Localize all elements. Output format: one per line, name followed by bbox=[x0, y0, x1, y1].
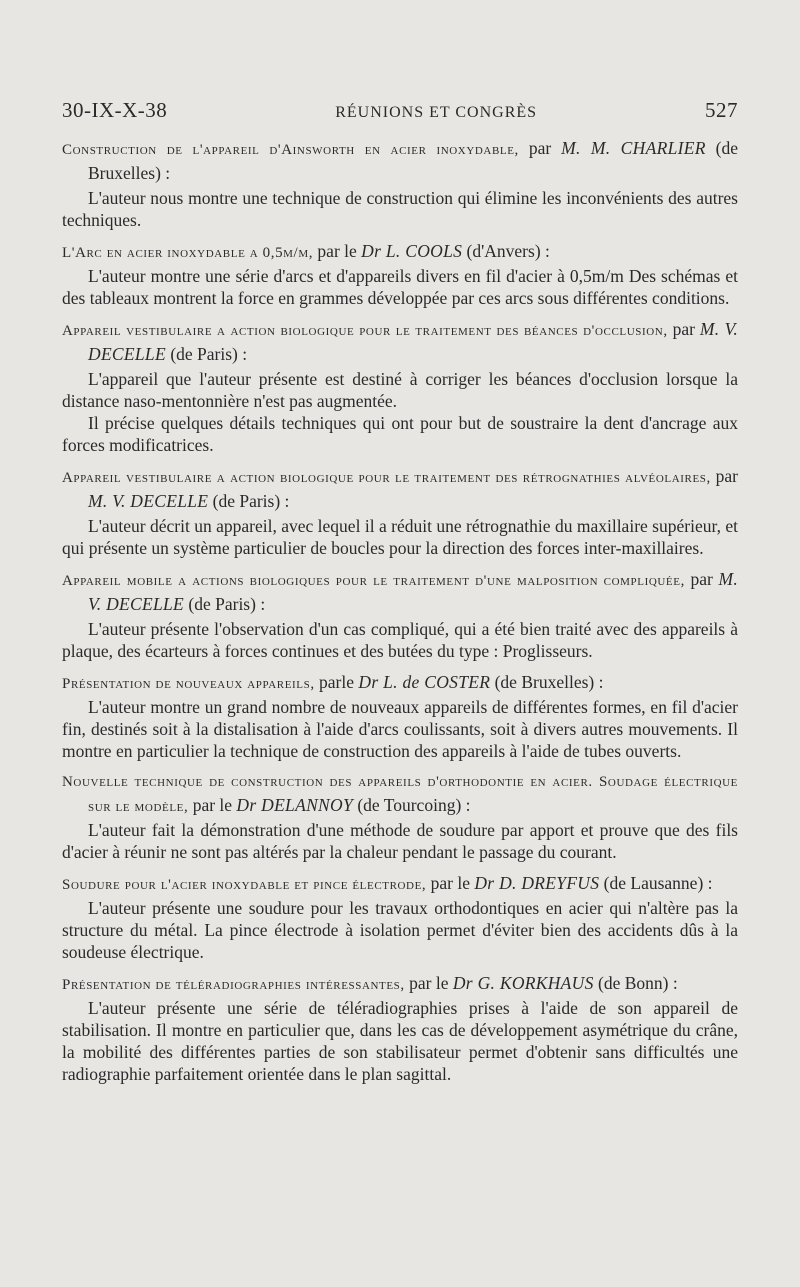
entry-title bbox=[62, 465, 738, 515]
entry-8 bbox=[62, 872, 738, 963]
entry-city: (de Bruxelles) : bbox=[88, 138, 738, 183]
entry-3 bbox=[62, 318, 738, 456]
entry-paragraph: L'auteur nous montre une technique de construction qui élimine les inconvénients des autres techniques. bbox=[62, 188, 738, 230]
running-head bbox=[62, 98, 738, 123]
entry-title bbox=[62, 771, 738, 819]
entry-city: (de Paris) : bbox=[212, 491, 290, 511]
entry-by: par le bbox=[430, 873, 470, 893]
entry-author: M. V. DECELLE bbox=[88, 491, 209, 511]
entry-title-text: L'Arc en acier inoxydable a 0,5m/m, bbox=[62, 245, 314, 261]
entry-paragraph: L'appareil que l'auteur présente est destiné à corriger les béances d'occlusion lorsque la distance naso-mentonnière n'est pas augmentée. bbox=[62, 369, 738, 411]
entry-title-text: Soudure pour l'acier inoxydable et pince électrode, bbox=[62, 877, 427, 893]
entry-title bbox=[62, 318, 738, 368]
entry-title bbox=[62, 972, 738, 997]
entry-paragraph: L'auteur décrit un appareil, avec lequel il a réduit une rétrognathie du maxillaire supérieur, et qui présente un système particulier de boucles pour la direction des forces inter-maxillaires. bbox=[62, 516, 738, 558]
entry-title-text: Appareil mobile a actions biologiques pour le traitement d'une malposition compliquée, bbox=[62, 573, 685, 589]
entry-title-text: Appareil vestibulaire a action biologique pour le traitement des béances d'occlusion, bbox=[62, 323, 668, 339]
entry-city: (d'Anvers) : bbox=[466, 241, 550, 261]
entry-author: Dr DELANNOY bbox=[236, 795, 353, 815]
entry-6 bbox=[62, 671, 738, 762]
entry-1 bbox=[62, 137, 738, 231]
entry-title bbox=[62, 568, 738, 618]
entry-9 bbox=[62, 972, 738, 1085]
entry-4 bbox=[62, 465, 738, 559]
entry-title-text: Construction de l'appareil d'Ainsworth en acier inoxydable, bbox=[62, 142, 519, 158]
entry-2 bbox=[62, 240, 738, 309]
section-title: RÉUNIONS ET CONGRÈS bbox=[335, 104, 538, 121]
entry-paragraph: Il précise quelques détails techniques qui ont pour but de soustraire la dent d'ancrage aux forces modificatrices. bbox=[62, 413, 738, 455]
entry-author: Dr D. DREYFUS bbox=[474, 873, 600, 893]
entry-city: (de Paris) : bbox=[170, 344, 248, 364]
entry-by: par bbox=[672, 319, 695, 339]
entry-title bbox=[62, 240, 738, 265]
entry-author: M. M. CHARLIER bbox=[561, 138, 706, 158]
entry-title-text: Présentation de nouveaux appareils, bbox=[62, 676, 315, 692]
entries-list bbox=[62, 137, 738, 1085]
entry-city: (de Tourcoing) : bbox=[357, 795, 471, 815]
entry-paragraph: L'auteur montre une série d'arcs et d'appareils divers en fil d'acier à 0,5m/m Des schémas et des tableaux montrent la force en grammes développée par ces arcs sous différentes conditions. bbox=[62, 266, 738, 308]
entry-by: par le bbox=[192, 795, 233, 815]
entry-title bbox=[62, 872, 738, 897]
entry-by: par bbox=[715, 466, 738, 486]
entry-7 bbox=[62, 771, 738, 863]
entry-paragraph: L'auteur montre un grand nombre de nouveaux appareils de différentes formes, en fil d'acier fin, destinés soit à la distalisation à l'aide d'arcs coulissants, soit à divers autres mouvements. Il montre en particulier la technique de construction des appareils à l'aide de tubes ouverts. bbox=[62, 697, 738, 761]
entry-city: (de Paris) : bbox=[188, 594, 266, 614]
entry-city: (de Bonn) : bbox=[598, 973, 678, 993]
entry-city: (de Bruxelles) : bbox=[494, 672, 604, 692]
entry-title bbox=[62, 137, 738, 187]
entry-author: Dr L. COOLS bbox=[361, 241, 463, 261]
entry-paragraph: L'auteur présente une soudure pour les travaux orthodontiques en acier qui n'altère pas la structure du métal. La pince électrode à isolation permet d'éviter bien des accidents dûs à la soudeuse électrique. bbox=[62, 898, 738, 962]
entry-title-text: Présentation de téléradiographies intéressantes, bbox=[62, 977, 405, 993]
entry-author: Dr L. de COSTER bbox=[358, 672, 491, 692]
entry-by: parle bbox=[319, 672, 355, 692]
issue-date: 30-IX-X-38 bbox=[62, 98, 168, 122]
entry-by: par le bbox=[409, 973, 449, 993]
entry-by: par bbox=[690, 569, 713, 589]
entry-title-text: Nouvelle technique de construction des appareils d'orthodontie en acier. Soudage électrique sur le modèle, bbox=[62, 774, 738, 815]
entry-paragraph: L'auteur présente une série de téléradiographies prises à l'aide de son appareil de stabilisation. Il montre en particulier que, dans les cas de développement asymétrique du crâne, la mobilité des différentes parties de son stabilisateur permet d'obtenir sans difficultés une radiographie parfaitement orientée dans le plan sagittal. bbox=[62, 998, 738, 1084]
entry-5 bbox=[62, 568, 738, 662]
entry-title bbox=[62, 671, 738, 696]
entry-by: par le bbox=[317, 241, 357, 261]
entry-city: (de Lausanne) : bbox=[603, 873, 713, 893]
entry-paragraph: L'auteur présente l'observation d'un cas compliqué, qui a été bien traité avec des appareils à plaque, des écarteurs à forces continues et des butées du type : Proglisseurs. bbox=[62, 619, 738, 661]
page-number: 527 bbox=[704, 98, 738, 122]
entry-title-text: Appareil vestibulaire a action biologique pour le traitement des rétrognathies alvéolaires, bbox=[62, 470, 711, 486]
entry-paragraph: L'auteur fait la démonstration d'une méthode de soudure par apport et prouve que des fils d'acier à réunir ne sont pas altérés par la chaleur pendant le passage du courant. bbox=[62, 820, 738, 862]
entry-author: M. V. DECELLE bbox=[88, 319, 738, 364]
entry-author: Dr G. KORKHAUS bbox=[452, 973, 594, 993]
entry-author: M. V. DECELLE bbox=[88, 569, 738, 614]
entry-by: par bbox=[528, 138, 552, 158]
